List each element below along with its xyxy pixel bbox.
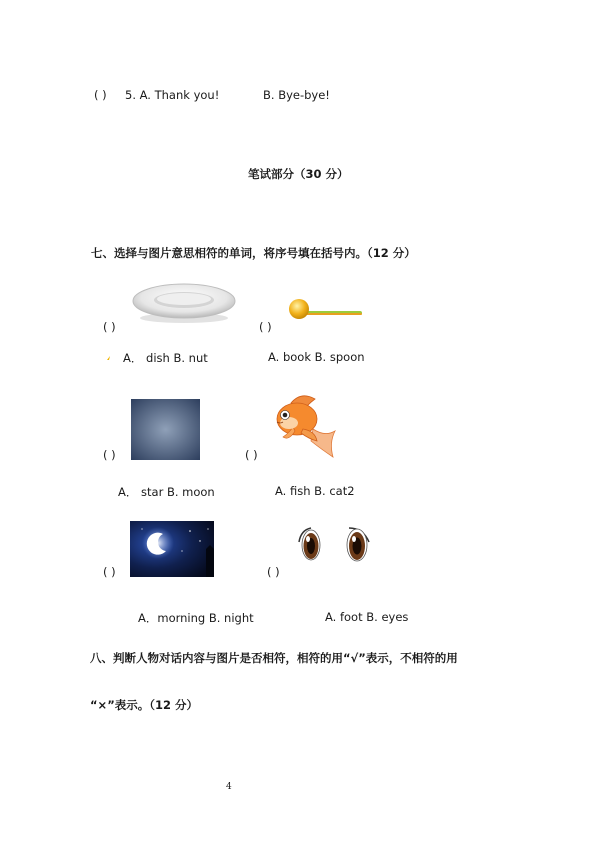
item1-paren[interactable]: ( )	[103, 320, 116, 334]
small-mark-icon	[106, 355, 111, 361]
item2-paren[interactable]: ( )	[259, 320, 272, 334]
page-number: 4	[226, 782, 232, 792]
section8-title-line2: “×”表示。（12 分）	[90, 698, 199, 712]
item4-options: A. fish B. cat2	[275, 484, 355, 498]
crescent-moon-picture	[131, 399, 200, 460]
plate-picture	[132, 282, 236, 324]
night-sky-picture	[130, 521, 214, 577]
section8-title-line1: 八、判断人物对话内容与图片是否相符，相符的用“√”表示，不相符的用	[90, 651, 458, 665]
item5-paren[interactable]: ( )	[103, 565, 116, 579]
q5-option-a: 5. A. Thank you!	[125, 88, 220, 102]
goldfish-picture	[273, 391, 339, 459]
item6-paren[interactable]: ( )	[267, 565, 280, 579]
item5-options: A．morning B. night	[138, 611, 254, 625]
q5-paren[interactable]: ( )	[94, 88, 107, 102]
spoon-picture	[288, 297, 364, 323]
written-section-title: 笔试部分（30 分）	[248, 167, 349, 181]
item1-options: A． dish B. nut	[123, 351, 208, 365]
item6-options: A. foot B. eyes	[325, 610, 409, 624]
q5-option-b: B. Bye-bye!	[263, 88, 330, 102]
eyes-picture	[297, 522, 375, 566]
section7-title: 七、选择与图片意思相符的单词，将序号填在括号内。（12 分）	[91, 246, 416, 260]
item4-paren[interactable]: ( )	[245, 448, 258, 462]
item3-paren[interactable]: ( )	[103, 448, 116, 462]
item3-options: A． star B. moon	[118, 485, 215, 499]
item2-options: A. book B. spoon	[268, 350, 365, 364]
